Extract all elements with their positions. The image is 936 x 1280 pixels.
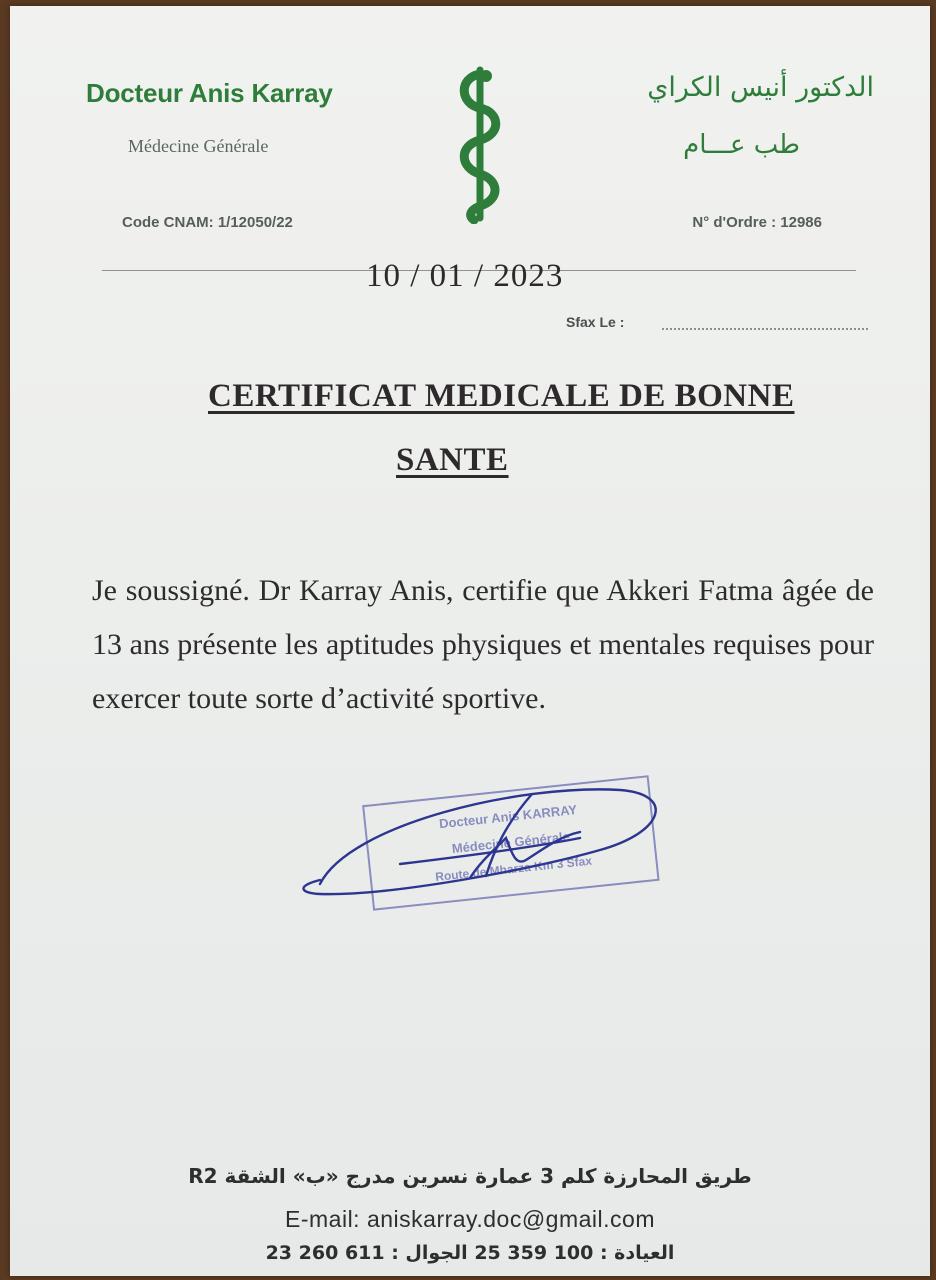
certificate-title-line1: CERTIFICAT MEDICALE DE BONNE: [208, 378, 795, 414]
doctor-name-fr: Docteur Anis Karray: [86, 78, 333, 108]
specialty-ar: طب عـــام: [683, 130, 800, 160]
location-dotted-line: [662, 328, 868, 330]
location-label: Sfax Le :: [566, 314, 625, 330]
handwritten-date: 10 / 01 / 2023: [366, 258, 564, 294]
footer-address-ar: طريق المحارزة كلم 3 عمارة نسرين مدرج «ب» الشقة R2: [188, 1164, 752, 1188]
footer-email: E-mail: aniskarray.doc@gmail.com: [285, 1206, 655, 1232]
certificate-title-line2: SANTE: [396, 442, 509, 478]
specialty-fr: Médecine Générale: [128, 136, 269, 156]
stamp-line1: Docteur Anis KARRAY: [438, 801, 578, 832]
numero-ordre: N° d'Ordre : 12986: [692, 214, 822, 231]
stamp-line2: Médecine Générale: [451, 828, 571, 857]
signature-and-stamp: [280, 754, 670, 924]
medical-certificate-page: [10, 6, 930, 1276]
stamp-line3: Route de Mharza Km 3 Sfax: [434, 853, 593, 884]
caduceus-icon: [450, 64, 510, 224]
doctor-name-ar: الدكتور أنيس الكراي: [647, 72, 874, 103]
certificate-body: Je soussigné. Dr Karray Anis, certifie que Akkeri Fatma âgée de 13 ans présente les aptitudes physiques et mentales requises pour exercer toute sorte d’activité sportive.: [92, 574, 874, 715]
code-cnam: Code CNAM: 1/12050/22: [122, 214, 293, 231]
footer-phone-ar: العيادة : 100 359 25 الجوال : 611 260 23: [265, 1242, 675, 1264]
